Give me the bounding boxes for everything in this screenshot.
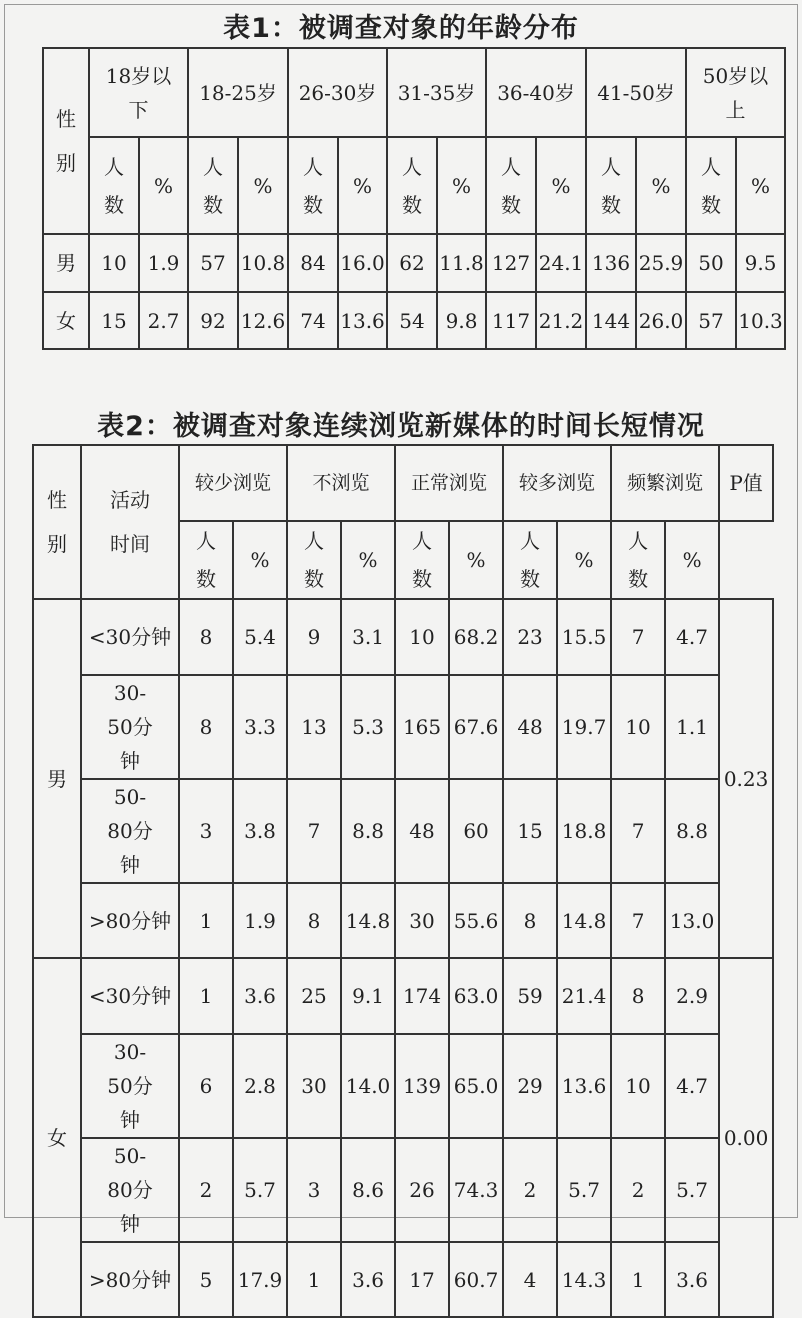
percent-cell: 2.8 [233, 1034, 287, 1138]
activity-time-cell: >80分钟 [81, 883, 179, 958]
percent-cell: 74.3 [449, 1138, 503, 1242]
table1-title: 表1：被调查对象的年龄分布 [223, 13, 579, 44]
age-group-header: 36-40岁 [486, 48, 586, 137]
activity-time-cell: 30-50分钟 [81, 675, 179, 779]
percent-cell: 5.7 [233, 1138, 287, 1242]
percent-cell: 63.0 [449, 958, 503, 1034]
count-cell: 5 [179, 1242, 233, 1317]
percent-cell: 1.1 [665, 675, 719, 779]
table-row [43, 292, 785, 349]
percent-cell: 4.7 [665, 599, 719, 675]
count-cell: 15 [89, 292, 139, 349]
count-header: 人数 [586, 137, 636, 234]
percent-cell: 17.9 [233, 1242, 287, 1317]
age-group-header: 18-25岁 [188, 48, 288, 137]
count-cell: 136 [586, 234, 636, 292]
table-row [43, 234, 785, 292]
percent-cell: 3.3 [233, 675, 287, 779]
count-cell: 48 [395, 779, 449, 883]
percent-cell: 2.7 [139, 292, 188, 349]
count-cell: 1 [179, 958, 233, 1034]
percent-header: % [665, 521, 719, 599]
activity-time-cell: <30分钟 [81, 599, 179, 675]
count-cell: 17 [395, 1242, 449, 1317]
percent-cell: 68.2 [449, 599, 503, 675]
count-cell: 13 [287, 675, 341, 779]
age-group-header: 31-35岁 [387, 48, 486, 137]
count-header: 人数 [387, 137, 437, 234]
count-cell: 62 [387, 234, 437, 292]
percent-cell: 5.3 [341, 675, 395, 779]
p-value-cell: 0.00 [719, 958, 773, 1317]
table-row [33, 599, 773, 675]
percent-header: % [338, 137, 387, 234]
percent-cell: 3.6 [233, 958, 287, 1034]
percent-header: % [233, 521, 287, 599]
count-cell: 144 [586, 292, 636, 349]
count-cell: 139 [395, 1034, 449, 1138]
percent-cell: 8.6 [341, 1138, 395, 1242]
percent-cell: 2.9 [665, 958, 719, 1034]
table-row [33, 779, 773, 883]
gender-cell: 男 [33, 599, 81, 958]
count-cell: 2 [179, 1138, 233, 1242]
count-cell: 9 [287, 599, 341, 675]
count-header: 人数 [503, 521, 557, 599]
table-row [33, 1138, 773, 1242]
count-header: 人数 [395, 521, 449, 599]
age-group-header: 18岁以下 [89, 48, 188, 137]
percent-cell: 65.0 [449, 1034, 503, 1138]
percent-cell: 21.2 [536, 292, 586, 349]
table2-title: 表2：被调查对象连续浏览新媒体的时间长短情况 [97, 411, 705, 442]
count-cell: 23 [503, 599, 557, 675]
percent-cell: 3.1 [341, 599, 395, 675]
count-cell: 57 [188, 234, 238, 292]
count-cell: 29 [503, 1034, 557, 1138]
percent-cell: 67.6 [449, 675, 503, 779]
count-cell: 1 [179, 883, 233, 958]
count-cell: 10 [611, 675, 665, 779]
count-cell: 8 [503, 883, 557, 958]
count-cell: 84 [288, 234, 338, 292]
category-header: 较少浏览 [179, 445, 287, 521]
gender-cell: 女 [33, 958, 81, 1317]
percent-header: % [341, 521, 395, 599]
percent-header: % [557, 521, 611, 599]
percent-cell: 14.0 [341, 1034, 395, 1138]
count-header: 人数 [288, 137, 338, 234]
activity-time-header: 活动时间 [81, 445, 179, 599]
count-cell: 10 [89, 234, 139, 292]
count-header: 人数 [287, 521, 341, 599]
count-cell: 1 [287, 1242, 341, 1317]
count-cell: 2 [611, 1138, 665, 1242]
percent-cell: 14.8 [557, 883, 611, 958]
count-cell: 8 [179, 599, 233, 675]
percent-cell: 10.3 [736, 292, 785, 349]
browsing-duration-table [32, 444, 774, 1318]
percent-cell: 60 [449, 779, 503, 883]
category-header: 正常浏览 [395, 445, 503, 521]
count-cell: 50 [686, 234, 736, 292]
age-group-header: 50岁以上 [686, 48, 785, 137]
percent-cell: 14.3 [557, 1242, 611, 1317]
activity-time-cell: 30-50分钟 [81, 1034, 179, 1138]
table-row [33, 1242, 773, 1317]
percent-cell: 9.1 [341, 958, 395, 1034]
count-cell: 26 [395, 1138, 449, 1242]
percent-cell: 5.4 [233, 599, 287, 675]
percent-header: % [139, 137, 188, 234]
gender-header: 性别 [43, 48, 89, 234]
count-cell: 57 [686, 292, 736, 349]
percent-header: % [238, 137, 288, 234]
count-header: 人数 [686, 137, 736, 234]
percent-header: % [449, 521, 503, 599]
percent-cell: 3.8 [233, 779, 287, 883]
count-cell: 4 [503, 1242, 557, 1317]
count-cell: 127 [486, 234, 536, 292]
count-cell: 8 [287, 883, 341, 958]
table-row [33, 958, 773, 1034]
percent-cell: 8.8 [341, 779, 395, 883]
percent-header: % [636, 137, 686, 234]
p-value-cell: 0.23 [719, 599, 773, 958]
percent-cell: 55.6 [449, 883, 503, 958]
count-cell: 8 [611, 958, 665, 1034]
percent-cell: 25.9 [636, 234, 686, 292]
percent-cell: 14.8 [341, 883, 395, 958]
percent-header: % [736, 137, 785, 234]
count-cell: 7 [611, 599, 665, 675]
count-cell: 117 [486, 292, 536, 349]
percent-cell: 4.7 [665, 1034, 719, 1138]
count-cell: 7 [611, 883, 665, 958]
gender-cell: 男 [43, 234, 89, 292]
category-header: 较多浏览 [503, 445, 611, 521]
count-cell: 2 [503, 1138, 557, 1242]
count-cell: 59 [503, 958, 557, 1034]
count-cell: 8 [179, 675, 233, 779]
count-cell: 10 [611, 1034, 665, 1138]
percent-cell: 13.6 [338, 292, 387, 349]
table-row [33, 883, 773, 958]
percent-cell: 5.7 [557, 1138, 611, 1242]
category-header: 不浏览 [287, 445, 395, 521]
percent-cell: 11.8 [437, 234, 486, 292]
percent-cell: 13.0 [665, 883, 719, 958]
count-cell: 174 [395, 958, 449, 1034]
count-header: 人数 [179, 521, 233, 599]
count-cell: 30 [287, 1034, 341, 1138]
percent-cell: 19.7 [557, 675, 611, 779]
count-header: 人数 [188, 137, 238, 234]
percent-cell: 3.6 [665, 1242, 719, 1317]
gender-header: 性别 [33, 445, 81, 599]
count-cell: 3 [287, 1138, 341, 1242]
percent-cell: 24.1 [536, 234, 586, 292]
activity-time-cell: >80分钟 [81, 1242, 179, 1317]
percent-cell: 15.5 [557, 599, 611, 675]
activity-time-cell: <30分钟 [81, 958, 179, 1034]
category-header: 频繁浏览 [611, 445, 719, 521]
count-cell: 92 [188, 292, 238, 349]
percent-cell: 9.8 [437, 292, 486, 349]
percent-cell: 5.7 [665, 1138, 719, 1242]
p-value-header: P值 [719, 445, 773, 521]
activity-time-cell: 50-80分钟 [81, 779, 179, 883]
count-cell: 7 [611, 779, 665, 883]
age-group-header: 26-30岁 [288, 48, 387, 137]
age-distribution-table [42, 47, 786, 350]
count-cell: 54 [387, 292, 437, 349]
table-row [33, 1034, 773, 1138]
count-cell: 15 [503, 779, 557, 883]
percent-cell: 10.8 [238, 234, 288, 292]
count-cell: 6 [179, 1034, 233, 1138]
gender-cell: 女 [43, 292, 89, 349]
count-cell: 74 [288, 292, 338, 349]
percent-cell: 3.6 [341, 1242, 395, 1317]
count-cell: 1 [611, 1242, 665, 1317]
table-row [33, 675, 773, 779]
activity-time-cell: 50-80分钟 [81, 1138, 179, 1242]
count-header: 人数 [611, 521, 665, 599]
age-group-header: 41-50岁 [586, 48, 686, 137]
percent-header: % [536, 137, 586, 234]
percent-cell: 9.5 [736, 234, 785, 292]
count-cell: 3 [179, 779, 233, 883]
count-header: 人数 [486, 137, 536, 234]
count-cell: 30 [395, 883, 449, 958]
percent-cell: 1.9 [233, 883, 287, 958]
count-cell: 165 [395, 675, 449, 779]
percent-cell: 21.4 [557, 958, 611, 1034]
percent-cell: 16.0 [338, 234, 387, 292]
percent-cell: 1.9 [139, 234, 188, 292]
percent-cell: 12.6 [238, 292, 288, 349]
percent-cell: 18.8 [557, 779, 611, 883]
percent-cell: 26.0 [636, 292, 686, 349]
percent-cell: 8.8 [665, 779, 719, 883]
percent-cell: 60.7 [449, 1242, 503, 1317]
percent-header: % [437, 137, 486, 234]
count-cell: 48 [503, 675, 557, 779]
count-cell: 7 [287, 779, 341, 883]
count-cell: 25 [287, 958, 341, 1034]
count-cell: 10 [395, 599, 449, 675]
percent-cell: 13.6 [557, 1034, 611, 1138]
count-header: 人数 [89, 137, 139, 234]
